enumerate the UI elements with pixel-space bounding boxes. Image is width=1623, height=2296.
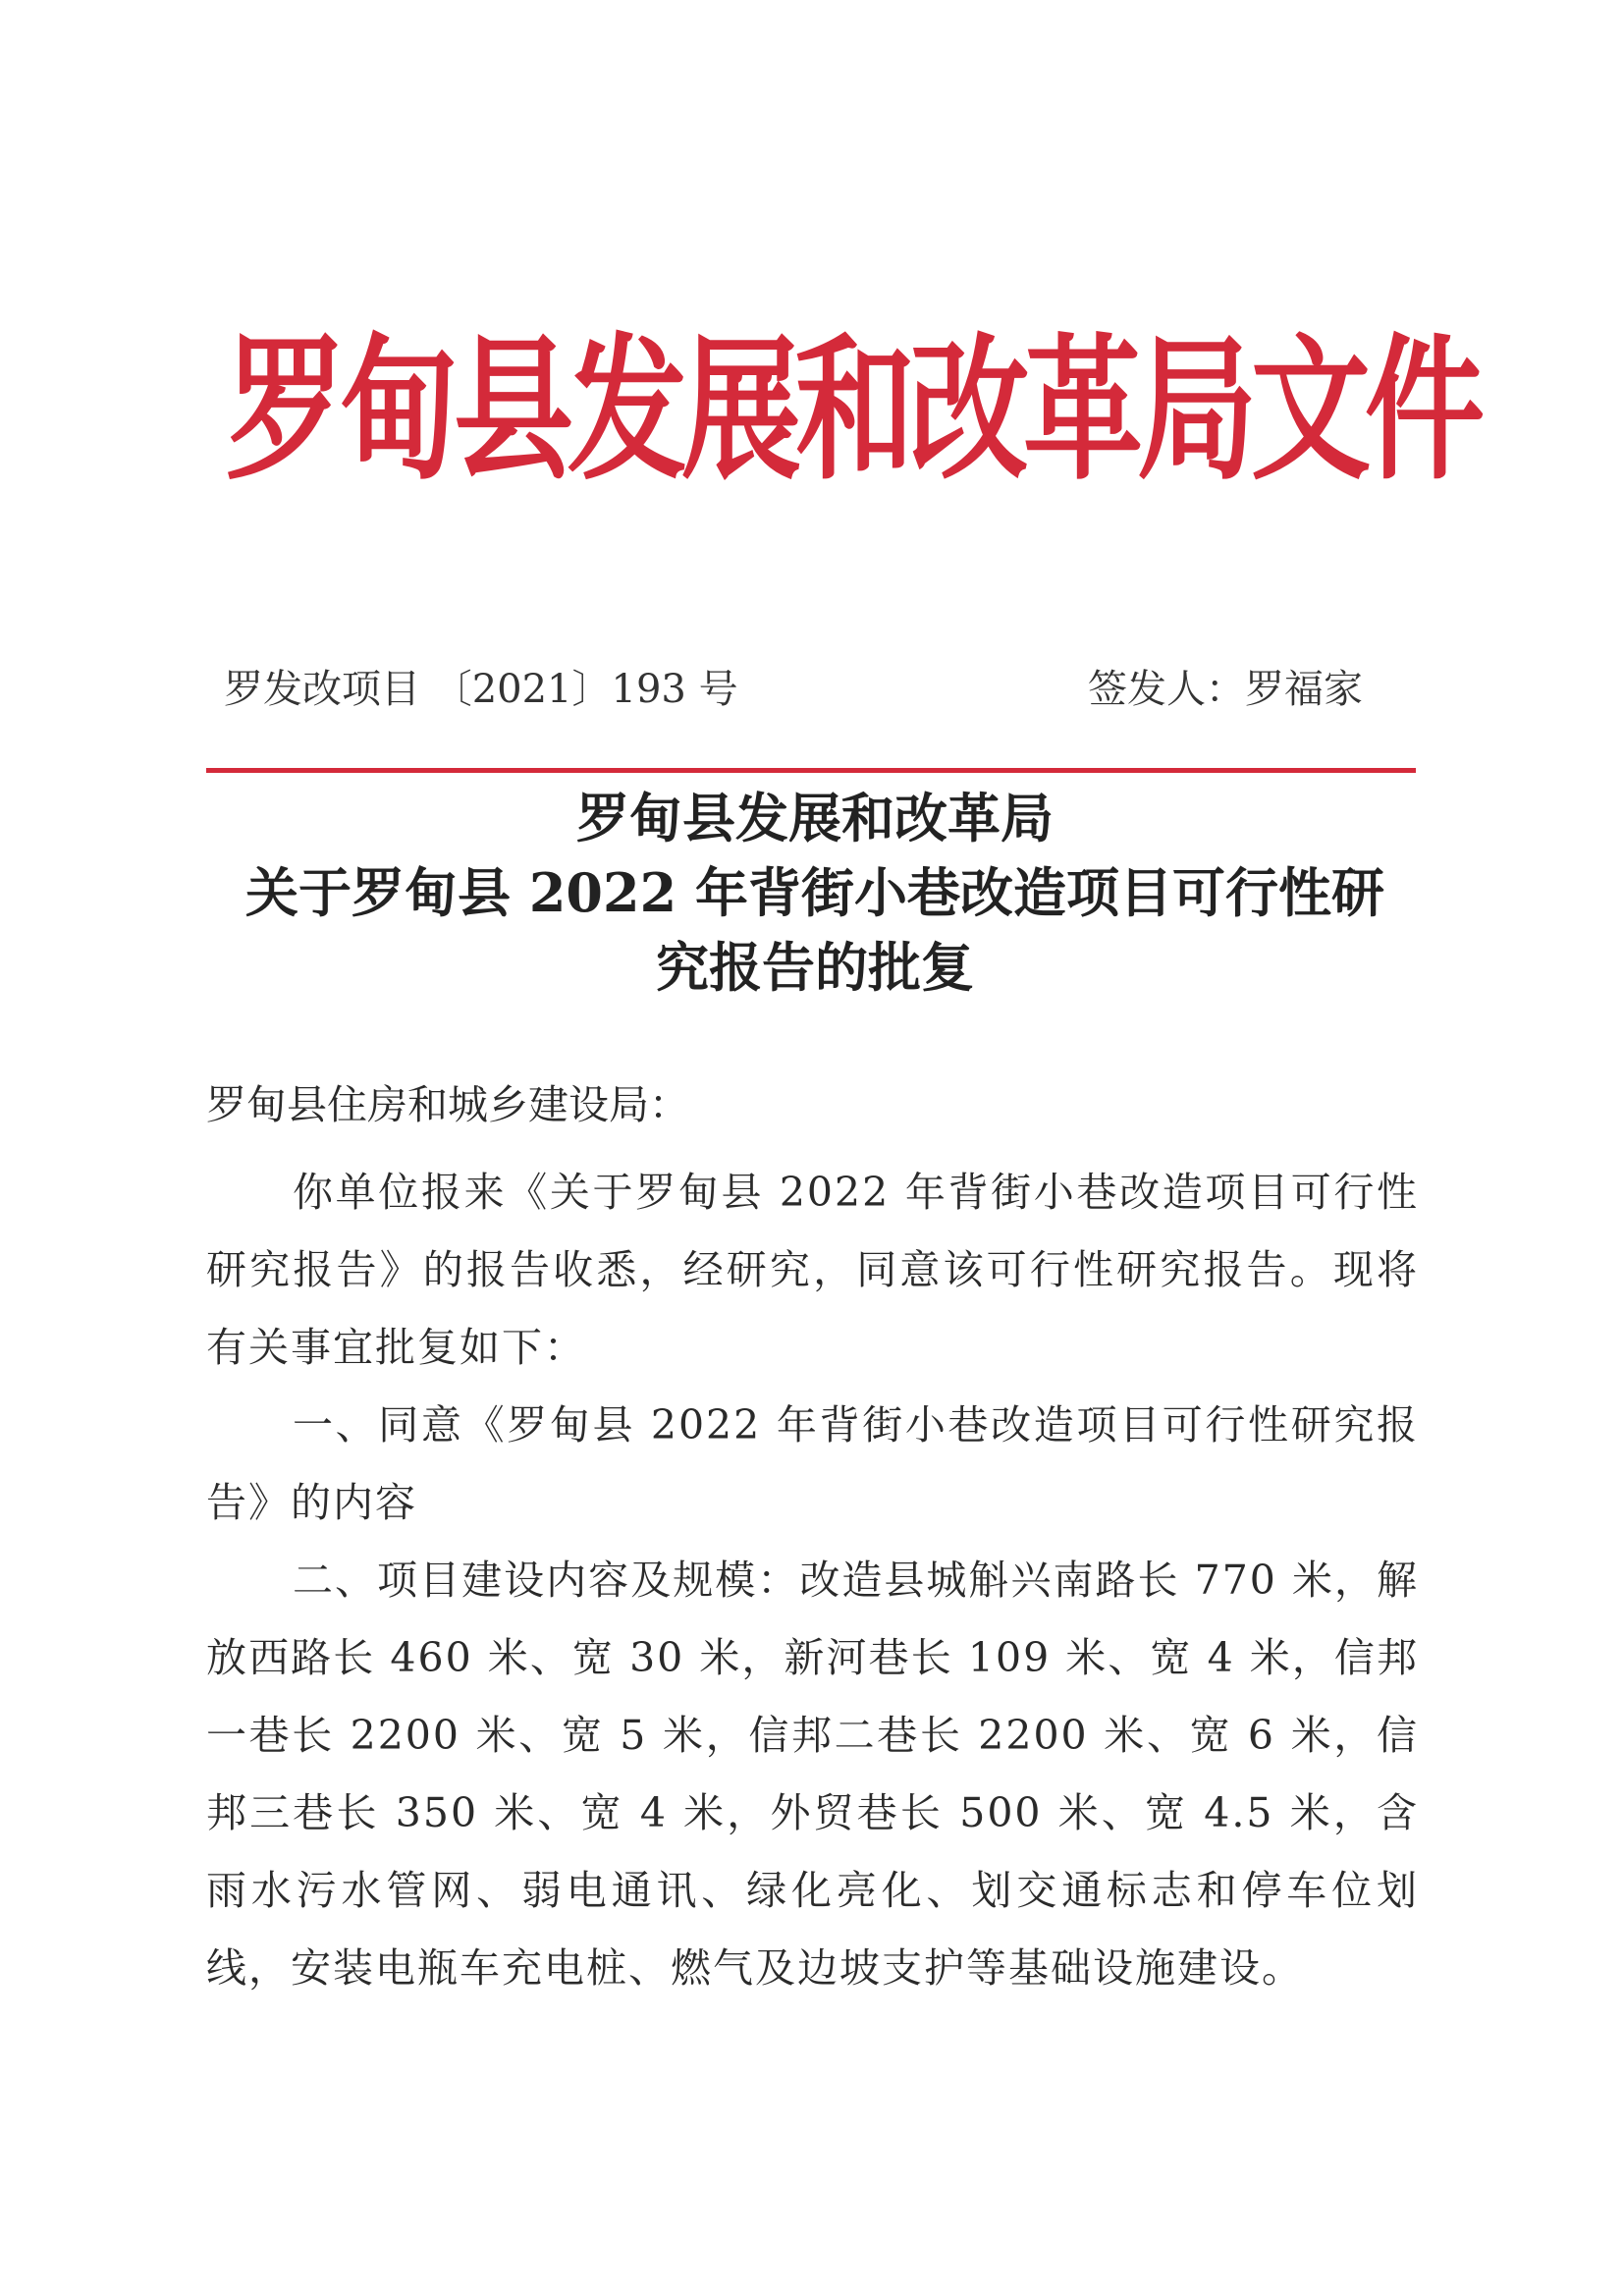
- document-body: [206, 1154, 1419, 2007]
- signer: 签发人：罗福家: [1088, 667, 1363, 712]
- document-meta: [224, 660, 1363, 719]
- document-title: [196, 781, 1434, 1005]
- document-masthead: 罗甸县发展和改革局文件: [226, 319, 1479, 502]
- recipient: 罗甸县住房和城乡建设局：: [206, 1081, 689, 1128]
- body-paragraph: 你单位报来《关于罗甸县 2022 年背街小巷改造项目可行性研究报告》的报告收悉，经研究，同意该可行性研究报告。现将有关事宜批复如下：: [206, 1169, 1419, 1371]
- document-number: 罗发改项目 〔2021〕193 号: [224, 667, 738, 712]
- body-paragraph: 二、项目建设内容及规模：改造县城斛兴南路长 770 米，解放西路长 460 米、宽 30 米，新河巷长 109 米、宽 4 米，信邦一巷长 2200 米、宽 5 米，信邦二巷长 2200 米、宽 6 米，信邦三巷长 350 米、宽 4 米，外贸巷长 500 米、宽 4.5 米，含雨水污水管网、弱电通讯、绿化亮化、划交通标志和停车位划线，安装电瓶车充电桩、燃气及边坡支护等基础设施建设。: [206, 1557, 1419, 1992]
- title-line-3: 究报告的批复: [656, 936, 974, 999]
- title-line-1: 罗甸县发展和改革局: [576, 787, 1054, 849]
- title-line-2: 关于罗甸县 2022 年背街小巷改造项目可行性研: [245, 861, 1384, 924]
- red-divider: [206, 768, 1416, 773]
- body-paragraph: 一、同意《罗甸县 2022 年背街小巷改造项目可行性研究报告》的内容: [206, 1401, 1419, 1526]
